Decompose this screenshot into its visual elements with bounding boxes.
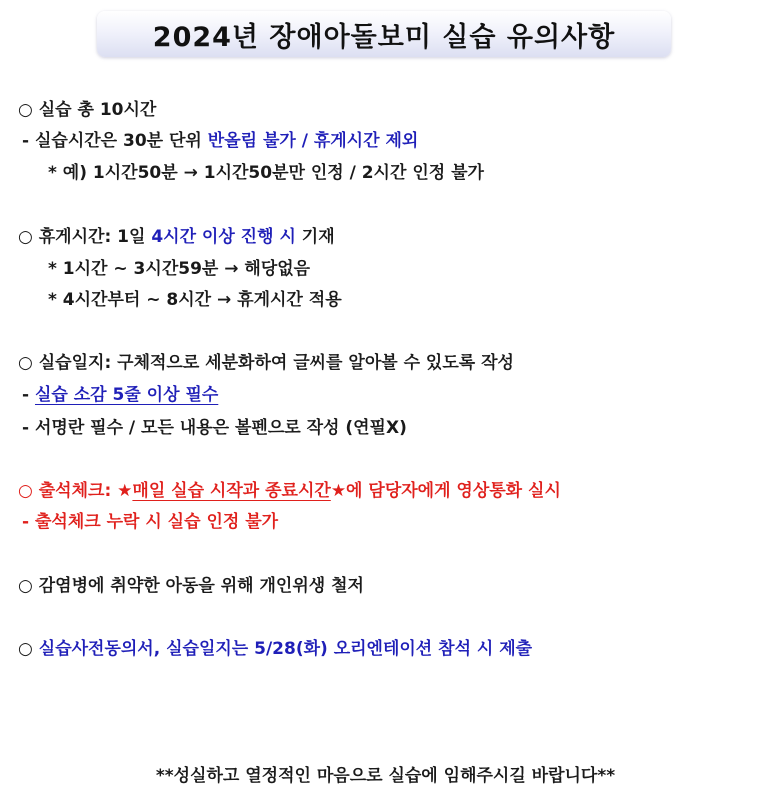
section-1-sub-prefix: - 실습시간은 30분 단위 (22, 131, 208, 151)
section-6-bullet: ○ (18, 639, 39, 659)
section-2-heading-suffix: 기재 (295, 227, 335, 247)
section-2-item-1: * 1시간 ~ 3시간59분 → 해당없음 (48, 259, 311, 279)
section-2-heading (18, 226, 335, 248)
section-4-heading-suffix: ★에 담당자에게 영상통화 실시 (330, 481, 561, 501)
section-6-text: 실습사전동의서, 실습일지는 5/28(화) 오리엔테이션 참석 시 제출 (38, 639, 533, 659)
section-6-heading (18, 638, 532, 660)
section-2-item-2: * 4시간부터 ~ 8시간 → 휴게시간 적용 (48, 290, 342, 310)
section-3-sub-1-dash: - (22, 385, 35, 405)
footer-message: **성실하고 열정적인 마음으로 실습에 임해주시길 바랍니다** (155, 766, 616, 786)
section-4-heading-underlined: 매일 실습 시작과 종료시간 (132, 481, 331, 501)
section-1-sub (22, 130, 418, 152)
section-2-heading-emphasis: 4시간 이상 진행 시 (151, 227, 296, 247)
section-4-heading-prefix: ○ 출석체크: ★ (18, 481, 133, 501)
section-3-sub-1 (22, 384, 218, 406)
title-box (97, 11, 671, 57)
page-title: 2024년 장애아돌보미 실습 유의사항 (152, 21, 616, 53)
section-3-sub-2: - 서명란 필수 / 모든 내용은 볼펜으로 작성 (연필X) (22, 418, 407, 438)
section-1-example: * 예) 1시간50분 → 1시간50분만 인정 / 2시간 인정 불가 (48, 163, 484, 183)
section-4-sub: - 출석체크 누락 시 실습 인정 불가 (22, 512, 279, 532)
section-3-sub-1-emphasis: 실습 소감 5줄 이상 필수 (34, 385, 219, 405)
section-4-heading (18, 480, 561, 502)
section-2-heading-prefix: ○ 휴게시간: 1일 (18, 227, 152, 247)
section-1-heading: ○ 실습 총 10시간 (18, 100, 157, 120)
section-1-sub-emphasis: 반올림 불가 / 휴게시간 제외 (207, 131, 419, 151)
section-5-heading: ○ 감염병에 취약한 아동을 위해 개인위생 철저 (18, 576, 364, 596)
section-3-heading: ○ 실습일지: 구체적으로 세분화하여 글씨를 알아볼 수 있도록 작성 (18, 353, 514, 373)
